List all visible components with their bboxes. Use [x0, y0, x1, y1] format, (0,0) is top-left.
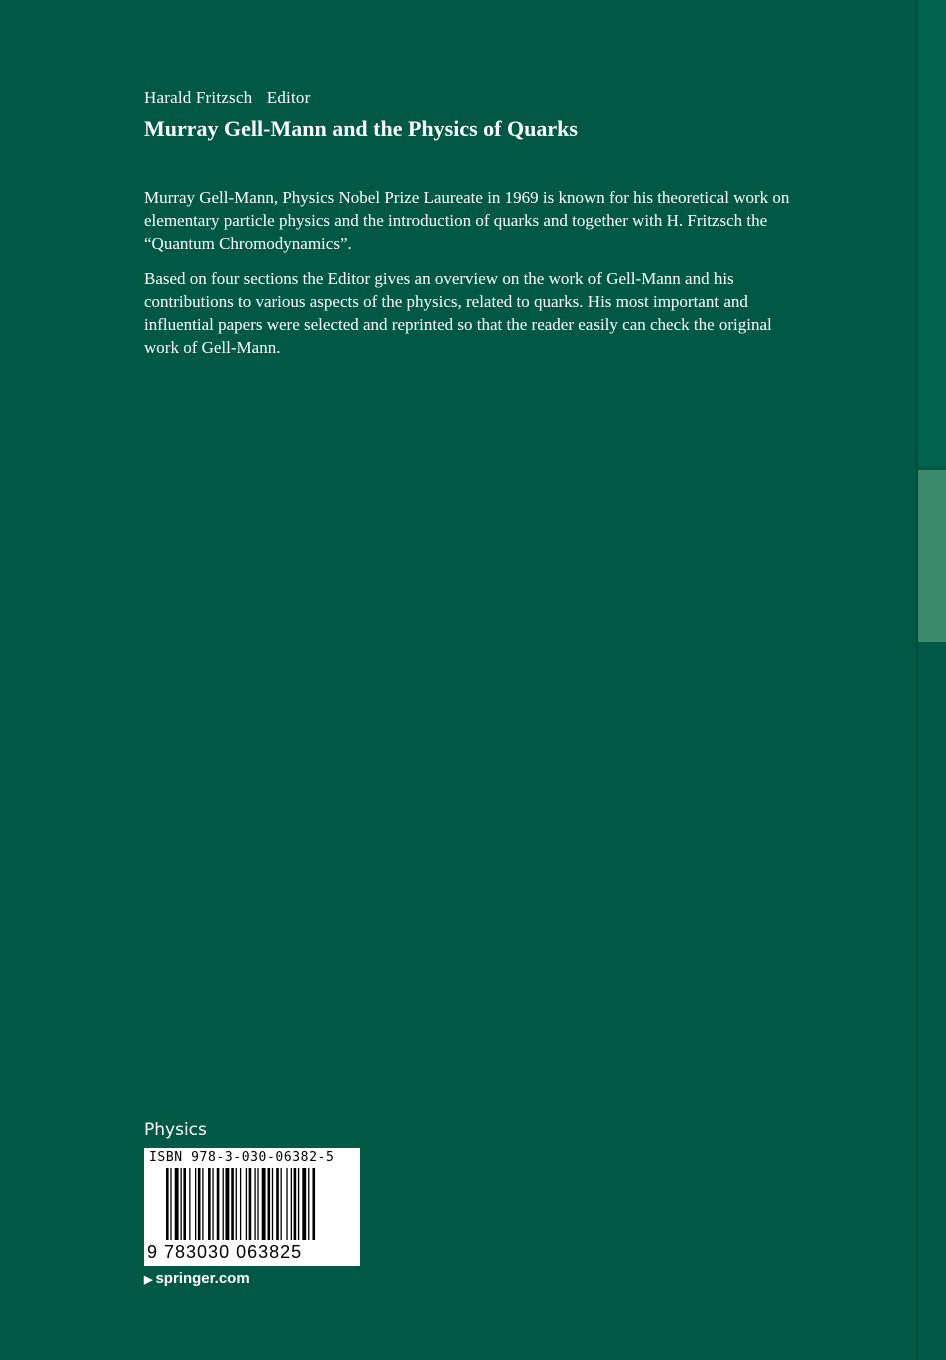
description — [144, 186, 794, 371]
author-role: Editor — [266, 88, 311, 107]
barcode-bars — [166, 1168, 356, 1250]
spine-lower-block — [918, 646, 946, 1360]
spine-accent-block — [918, 470, 946, 642]
isbn-barcode — [144, 1148, 360, 1266]
book-title: Murray Gell-Mann and the Physics of Quarks — [144, 116, 578, 141]
description-paragraph: Murray Gell-Mann, Physics Nobel Prize Laureate in 1969 is known for his theoretical work on elementary particle physics and the introduction of quarks and together with H. Fritzsch the “Quantum Chromodynamics”. — [144, 188, 790, 253]
subject-label: Physics — [144, 1120, 207, 1140]
isbn-label: ISBN 978-3-030-06382-5 — [149, 1150, 335, 1165]
publisher-url: springer.com — [155, 1270, 250, 1287]
publisher-link[interactable] — [144, 1270, 250, 1287]
author-name: Harald Fritzsch — [144, 88, 253, 107]
description-paragraph: Based on four sections the Editor gives an overview on the work of Gell-Mann and his contributions to various aspects of the physics, related to quarks. His most important and influential papers were selected and reprinted so that the reader easily can check the original work of Gell-Mann. — [144, 269, 772, 357]
spine-band — [918, 0, 946, 466]
arrow-icon: ▶ — [144, 1274, 153, 1286]
barcode-digits: 9 783030 063825 — [147, 1242, 303, 1262]
author-line — [144, 88, 310, 108]
spine-divider — [916, 0, 918, 1360]
